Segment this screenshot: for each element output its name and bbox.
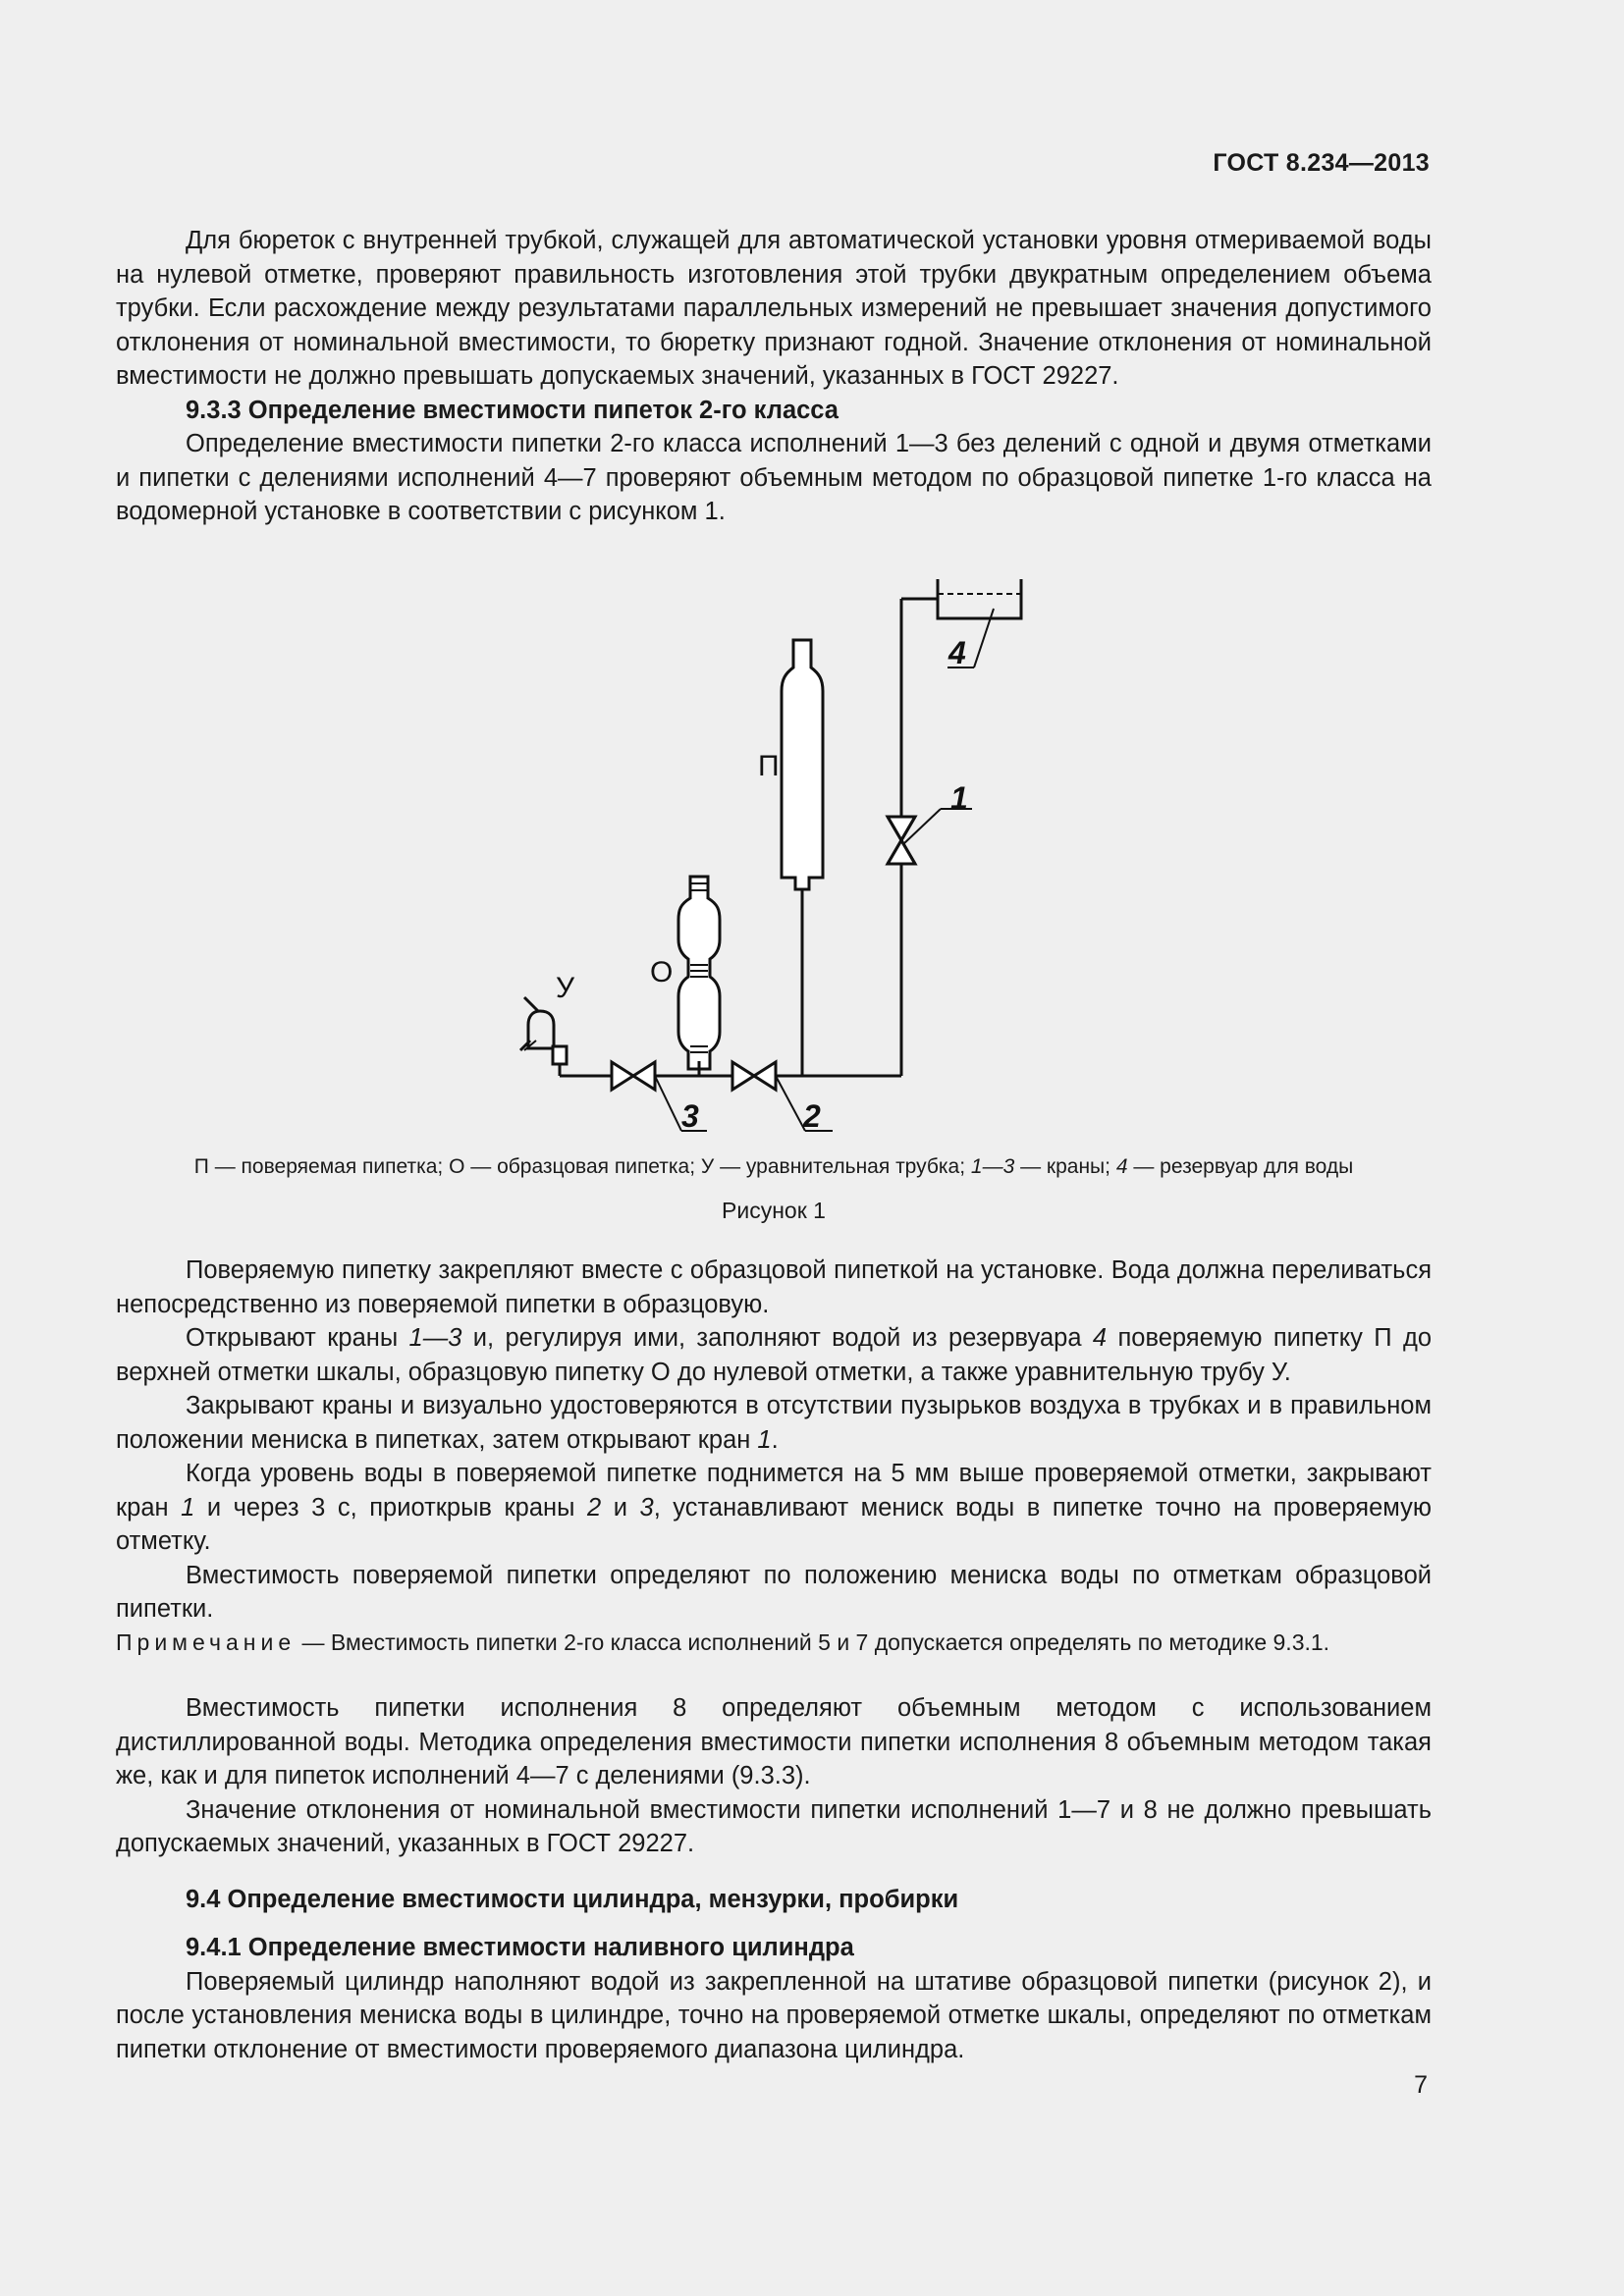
label-valve-3: 3 [681,1098,699,1134]
intro-paragraph: Для бюреток с внутренней трубкой, служащей для автоматической установки уровня отмериваемой воды на нулевой отметке, проверяют правильность изготовления этой трубки двукратным определением объема трубки. Если расхождение между результатами параллельных измерений не превышает значения допустимого отклонения от номинальной вместимости, то бюретку признают годной. Значение отклонения от номинальной вместимости не должно превышать допускаемых значений, указанных в ГОСТ 29227. [116,227,1432,390]
label-reference-pipette: О [650,956,674,988]
note: Примечание — Вместимость пипетки 2-го класса исполнений 5 и 7 допускается определять по методике 9.3.1. [116,1629,1330,1655]
reference-pipette [678,877,720,1069]
document-code: ГОСТ 8.234—2013 [1213,149,1430,177]
reservoir [938,579,1021,618]
paragraph-1: Поверяемую пипетку закрепляют вместе с образцовой пипеткой на установке. Вода должна переливаться непосредственно из поверяемой пипетки в образцовую. [116,1256,1432,1318]
valve-3 [612,1062,655,1090]
text-middle [116,1254,1432,1627]
text-lower [116,1691,1432,1861]
paragraph-7: Значение отклонения от номинальной вместимости пипетки исполнений 1—7 и 8 не должно превышать допускаемых значений, указанных в ГОСТ 29227. [116,1795,1432,1857]
figure-title: Рисунок 1 [722,1198,826,1223]
section-9-3-3-heading: 9.3.3 Определение вместимости пипеток 2-го класса [186,396,839,424]
figure-legend: П — поверяемая пипетка; О — образцовая пипетка; У — уравнительная трубка; 1—3 — краны; 4 — резервуар для воды [193,1155,1354,1178]
section-9-4-1-text: Поверяемый цилиндр наполняют водой из закрепленной на штативе образцовой пипетки (рисунок 2), и после установления мениска воды в цилиндре, точно на проверяемой отметке шкалы, определяют по отметкам пипетки отклонение от вместимости проверяемого диапазона цилиндра. [116,1967,1432,2063]
section-9-4-heading: 9.4 Определение вместимости цилиндра, мензурки, пробирки [186,1886,959,1913]
paragraph-3: Закрывают краны и визуально удостоверяются в отсутствии пузырьков воздуха в трубках и в правильном положении мениска в пипетках, затем открывают кран 1. [116,1392,1432,1454]
valve-2 [732,1062,776,1090]
paragraph-5: Вместимость поверяемой пипетки определяют по положению мениска воды по отметкам образцовой пипетки. [116,1561,1432,1623]
page-number: 7 [1414,2071,1428,2099]
paragraph-4: Когда уровень воды в поверяемой пипетке поднимется на 5 мм выше проверяемой отметки, закрывают кран 1 и через 3 с, приоткрыв краны 2 и 3, устанавливают мениск воды в пипетке точно на проверяемую отметку. [116,1460,1432,1555]
section-9-4 [116,1883,1432,1917]
text-top [116,224,1432,529]
label-equalizing-tube: У [556,972,575,1004]
leader-3 [655,1076,681,1131]
label-tested-pipette: П [758,750,780,782]
tested-pipette [782,640,823,889]
paragraph-2: Открывают краны 1—3 и, регулируя ими, заполняют водой из резервуара 4 поверяемую пипетку П до верхней отметки шкалы, образцовую пипетку О до нулевой отметки, а также уравнительную трубу У. [116,1324,1433,1386]
label-reservoir: 4 [948,635,966,670]
paragraph-6: Вместимость пипетки исполнения 8 определяют объемным методом с использованием дистиллированной воды. Методика определения вместимости пипетки исполнения 8 объемным методом такая же, как и для пипеток исполнений 4—7 с делениями (9.3.3). [116,1694,1432,1789]
label-valve-1: 1 [950,780,968,816]
label-valve-2: 2 [803,1098,821,1134]
figure-1-diagram [491,564,1041,1153]
leader-2 [776,1076,805,1131]
section-9-4-1 [116,1931,1432,2066]
section-9-4-1-heading: 9.4.1 Определение вместимости наливного цилиндра [186,1934,854,1961]
section-9-3-3-text: Определение вместимости пипетки 2-го класса исполнений 1—3 без делений с одной и двумя отметками и пипетки с делениями исполнений 4—7 проверяют объемным методом по образцовой пипетке 1-го класса на водомерной установке в соответствии с рисунком 1. [116,430,1432,525]
